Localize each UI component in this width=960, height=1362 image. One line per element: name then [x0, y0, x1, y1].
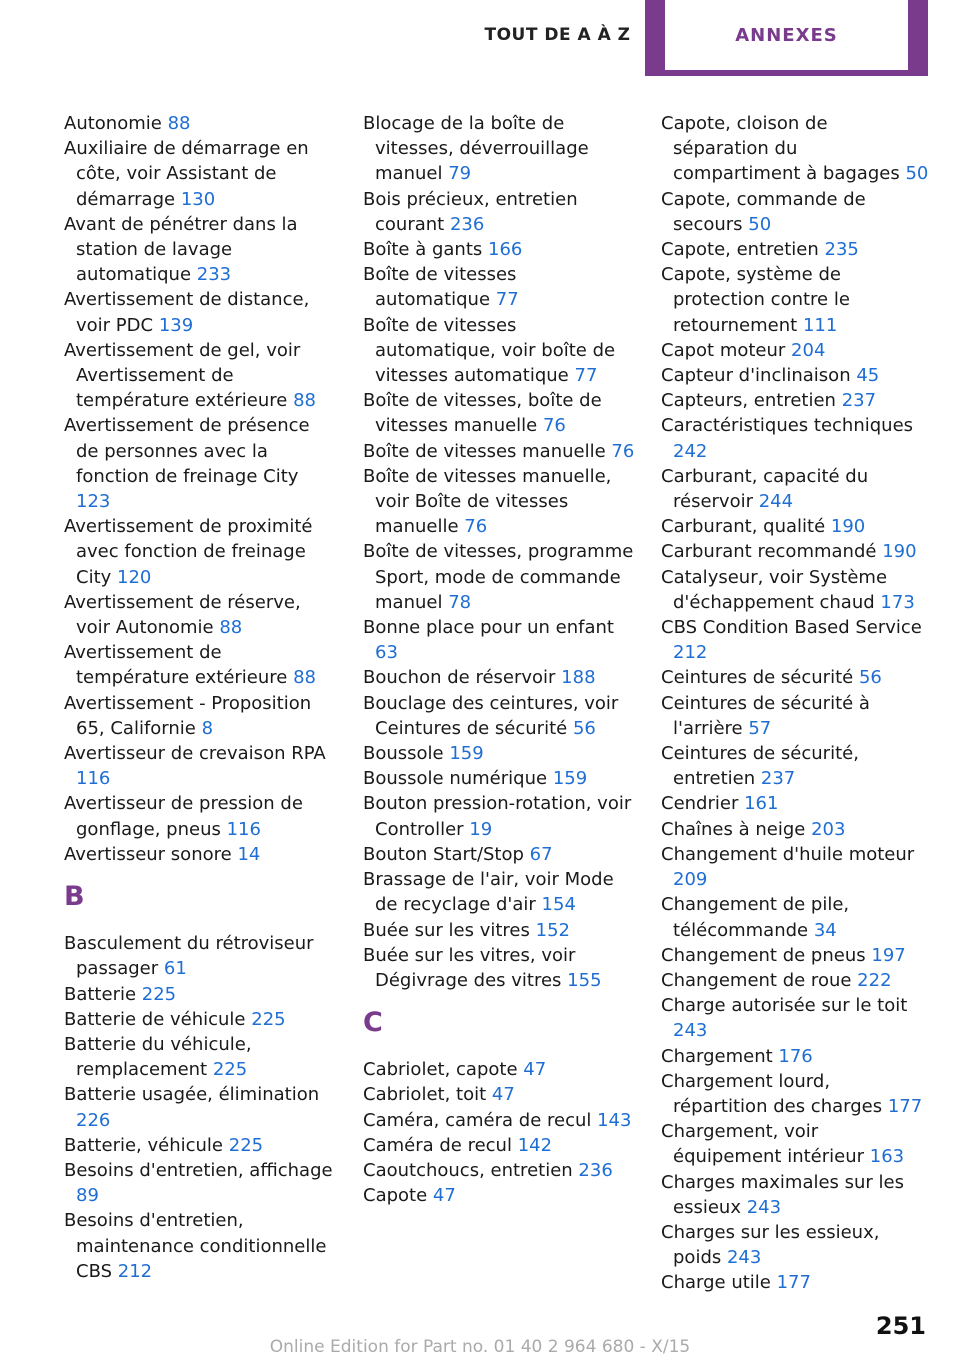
index-entry	[661, 464, 929, 514]
page-link[interactable]: 209	[673, 869, 708, 891]
page-link[interactable]: 88	[167, 113, 191, 134]
page-link[interactable]: 77	[574, 365, 598, 387]
index-entry-text: Caoutchoucs, entretien	[363, 1159, 573, 1181]
index-entry	[64, 741, 336, 791]
page-link[interactable]: 139	[158, 314, 194, 336]
index-entry-text: Boîte de vitesses, programme Sport, mode de commande manuel	[363, 541, 634, 613]
index-entry-text: Autonomie	[64, 113, 162, 134]
index-entry-text: Charges sur les essieux, poids	[661, 1221, 880, 1269]
page-link[interactable]: 50	[748, 213, 772, 235]
index-entry-text: Bouchon de réservoir	[363, 667, 556, 689]
index-entry	[363, 943, 635, 993]
index-entry-text: Capote, cloison de séparation du compartiment à bagages	[661, 113, 900, 185]
page-link[interactable]: 177	[887, 1095, 923, 1117]
index-entry	[64, 1133, 336, 1158]
index-entry-text: Capote	[363, 1185, 428, 1207]
page-link[interactable]: 212	[673, 642, 708, 664]
page-link[interactable]: 222	[857, 969, 892, 991]
index-column-3	[661, 111, 929, 1296]
index-entry	[363, 313, 635, 389]
page-link[interactable]: 8	[201, 717, 214, 739]
index-entry	[363, 1082, 635, 1107]
index-entry	[661, 943, 929, 968]
index-entry	[363, 439, 635, 464]
page-link[interactable]: 237	[841, 390, 877, 412]
index-entry	[661, 817, 929, 842]
page-link[interactable]: 244	[758, 491, 794, 513]
index-entry-text: Blocage de la boîte de vitesses, déverrouillage manuel	[363, 113, 589, 185]
index-entry	[661, 665, 929, 690]
index-entry	[363, 262, 635, 312]
page-link[interactable]: 56	[858, 667, 882, 689]
index-entry	[661, 1270, 929, 1295]
index-entry	[363, 918, 635, 943]
index-entry	[64, 1007, 336, 1032]
index-entry-text: Brassage de l'air, voir Mode de recyclage d'air	[363, 869, 614, 916]
page-link[interactable]: 143	[597, 1109, 632, 1131]
page-link[interactable]: 226	[76, 1109, 111, 1131]
index-entry-text: Avertissement de distance, voir PDC	[64, 289, 310, 336]
index-entry-text: Besoins d'entretien, maintenance conditionnelle CBS	[64, 1210, 327, 1282]
index-entry-text: Catalyseur, voir Système d'échappement chaud	[661, 566, 888, 613]
page-link[interactable]: 57	[748, 717, 772, 739]
index-entry	[661, 615, 929, 665]
index-entry-text: Caméra de recul	[363, 1134, 512, 1156]
index-entry	[64, 1032, 336, 1082]
index-entry	[64, 982, 336, 1007]
page-link[interactable]: 19	[469, 818, 493, 840]
index-column-1	[64, 111, 336, 1284]
page-link[interactable]: 154	[541, 894, 576, 916]
page-link[interactable]: 163	[869, 1146, 905, 1168]
page-link[interactable]: 56	[572, 717, 596, 739]
index-entry-text: Avertisseur de crevaison RPA	[64, 743, 326, 765]
page-link[interactable]: 190	[882, 541, 917, 563]
index-entry	[363, 1158, 635, 1183]
index-entry	[64, 212, 336, 288]
index-entry-text: Boussole	[363, 743, 444, 765]
index-entry	[363, 1057, 635, 1082]
index-entry	[363, 842, 635, 867]
index-letter-heading: C	[363, 1007, 383, 1039]
index-entry	[64, 338, 336, 414]
index-entry-text: Batterie du véhicule, remplacement	[64, 1033, 252, 1081]
index-entry-text: Boîte à gants	[363, 239, 483, 261]
index-entry-text: Boîte de vitesses manuelle, voir Boîte de vitesses manuelle	[363, 465, 612, 538]
page-link[interactable]: 242	[673, 440, 708, 462]
page-link[interactable]: 130	[180, 188, 216, 210]
index-entry	[64, 136, 336, 212]
page-link[interactable]: 173	[880, 591, 915, 613]
index-entry	[64, 1158, 336, 1208]
index-entry	[661, 691, 929, 741]
index-entry-text: Capteurs, entretien	[661, 390, 836, 412]
index-entry-text: Cabriolet, toit	[363, 1084, 487, 1106]
index-entry-text: Besoins d'entretien, affichage	[64, 1159, 333, 1181]
index-entry	[363, 665, 635, 690]
index-entry	[661, 842, 929, 892]
page-link[interactable]: 225	[141, 983, 177, 1005]
index-entry-text: Avertissement de réserve, voir Autonomie	[64, 591, 301, 639]
page-link[interactable]: 176	[778, 1045, 813, 1067]
index-entry-text: Auxiliaire de démarrage en côte, voir Assistant de démarrage	[64, 138, 309, 210]
page-link[interactable]: 61	[163, 958, 187, 980]
page-link[interactable]: 190	[830, 516, 866, 538]
index-entry	[64, 931, 336, 981]
index-entry	[363, 187, 635, 237]
index-entry-text: Bois précieux, entretien courant	[363, 188, 578, 235]
index-entry-text: Capote, entretien	[661, 239, 819, 261]
index-entry	[64, 590, 336, 640]
index-entry	[64, 791, 336, 841]
page-link[interactable]: 116	[226, 818, 261, 840]
index-entry-text: Changement de pneus	[661, 944, 866, 966]
index-entry-text: Batterie, véhicule	[64, 1134, 224, 1156]
page-link[interactable]: 243	[673, 1020, 708, 1042]
index-entry	[64, 1082, 336, 1132]
index-entry-text: Avertissement de température extérieure	[64, 642, 288, 689]
index-entry-text: Changement d'huile moteur	[661, 843, 915, 865]
page-link[interactable]: 76	[464, 516, 488, 538]
index-entry-text: Caractéristiques techniques	[661, 415, 914, 437]
index-entry	[64, 514, 336, 590]
index-entry-text: Avertisseur de pression de gonflage, pneus	[64, 793, 303, 840]
page-link[interactable]: 243	[746, 1196, 782, 1218]
index-entry	[661, 741, 929, 791]
index-entry-text: Bonne place pour un enfant	[363, 617, 614, 639]
page-link[interactable]: 161	[744, 793, 779, 815]
page-link[interactable]: 63	[375, 642, 398, 664]
index-column-2	[363, 111, 635, 1208]
index-entry-text: Capote, commande de secours	[661, 188, 866, 235]
page-link[interactable]: 235	[824, 239, 859, 261]
index-entry-text: Avertissement de gel, voir Avertissement de température extérieure	[64, 339, 301, 412]
index-entry	[661, 388, 929, 413]
index-entry	[661, 1170, 929, 1220]
index-entry-text: Changement de pile, télécommande	[661, 894, 850, 941]
index-entry-text: Boussole numérique	[363, 768, 548, 790]
page-number: 251	[875, 1312, 926, 1340]
page-link[interactable]: 116	[76, 768, 111, 790]
page-link[interactable]: 50	[905, 163, 929, 185]
index-entry	[64, 287, 336, 337]
index-entry-text: Boîte de vitesses automatique	[363, 264, 517, 311]
index-entry	[64, 111, 336, 136]
page-link[interactable]: 236	[578, 1159, 613, 1181]
page-link[interactable]: 88	[293, 667, 317, 689]
index-entry	[661, 1119, 929, 1169]
page-link[interactable]: 166	[488, 239, 523, 261]
index-entry-text: CBS Condition Based Service	[661, 617, 922, 639]
index-entry	[661, 111, 929, 187]
index-entry	[661, 237, 929, 262]
page-link[interactable]: 14	[237, 843, 261, 865]
index-entry-text: Capote, système de protection contre le retournement	[661, 264, 850, 336]
index-entry-text: Batterie de véhicule	[64, 1008, 246, 1030]
index-entry	[363, 1108, 635, 1133]
page-link[interactable]: 142	[517, 1134, 553, 1156]
index-entry-text: Ceintures de sécurité, entretien	[661, 743, 859, 790]
index-entry	[661, 1069, 929, 1119]
index-entry	[363, 741, 635, 766]
index-entry-text: Buée sur les vitres	[363, 919, 530, 941]
index-entry	[661, 338, 929, 363]
index-entry	[363, 766, 635, 791]
index-entry	[363, 1183, 635, 1208]
page-link[interactable]: 79	[448, 163, 472, 185]
page-link[interactable]: 88	[219, 617, 243, 639]
index-entry	[661, 1044, 929, 1069]
page-link[interactable]: 47	[432, 1185, 456, 1207]
index-entry	[661, 262, 929, 338]
index-entry-text: Chargement, voir équipement intérieur	[661, 1121, 865, 1168]
page-link[interactable]: 203	[811, 818, 846, 840]
index-entry-text: Cabriolet, capote	[363, 1059, 518, 1081]
index-entry-text: Avant de pénétrer dans la station de lavage automatique	[64, 213, 298, 286]
index-entry-text: Cendrier	[661, 793, 739, 815]
index-entry-text: Carburant recommandé	[661, 541, 877, 563]
page-link[interactable]: 177	[776, 1272, 811, 1294]
page-link[interactable]: 76	[611, 440, 635, 462]
page-link[interactable]: 76	[542, 415, 566, 437]
index-entry-text: Avertissement - Proposition 65, Californie	[64, 692, 312, 739]
index-entry-text: Bouton Start/Stop	[363, 843, 524, 865]
index-entry	[363, 237, 635, 262]
page-link[interactable]: 67	[529, 843, 553, 865]
page-link[interactable]: 123	[76, 491, 111, 513]
page-link[interactable]: 152	[535, 919, 570, 941]
page-link[interactable]: 45	[856, 365, 880, 387]
page-link[interactable]: 155	[567, 969, 602, 991]
section-header: TOUT DE A À Z	[484, 25, 631, 45]
index-entry-text: Charges maximales sur les essieux	[661, 1171, 905, 1218]
index-entry-text: Chargement lourd, répartition des charges	[661, 1070, 883, 1117]
index-entry-text: Charge utile	[661, 1272, 771, 1294]
index-entry-text: Boîte de vitesses, boîte de vitesses manuelle	[363, 390, 602, 437]
index-entry	[363, 464, 635, 540]
index-entry-text: Capteur d'inclinaison	[661, 365, 851, 387]
page-link[interactable]: 225	[251, 1008, 286, 1030]
page-link[interactable]: 225	[228, 1134, 264, 1156]
page-link[interactable]: 236	[449, 213, 485, 235]
index-entry-text: Chargement	[661, 1045, 773, 1067]
page-link[interactable]: 88	[293, 390, 317, 412]
index-entry-text: Ceintures de sécurité à l'arrière	[661, 692, 870, 739]
index-entry	[64, 640, 336, 690]
index-entry-text: Changement de roue	[661, 969, 852, 991]
page-link[interactable]: 197	[871, 944, 906, 966]
page-link[interactable]: 159	[552, 768, 588, 790]
page-link[interactable]: 47	[491, 1084, 515, 1106]
page-link[interactable]: 188	[561, 667, 596, 689]
index-entry	[661, 363, 929, 388]
page-link[interactable]: 212	[117, 1260, 153, 1282]
page-link[interactable]: 204	[791, 339, 826, 361]
index-entry	[661, 993, 929, 1043]
index-entry	[661, 539, 929, 564]
index-entry	[661, 565, 929, 615]
index-entry	[363, 867, 635, 917]
index-entry-text: Boîte de vitesses automatique, voir boîte de vitesses automatique	[363, 314, 616, 387]
index-entry-text: Basculement du rétroviseur passager	[64, 933, 314, 980]
page-link[interactable]: 34	[813, 919, 837, 941]
index-entry	[661, 791, 929, 816]
index-entry	[64, 842, 336, 867]
index-entry	[363, 388, 635, 438]
index-letter-heading: B	[64, 881, 85, 913]
index-entry-text: Boîte de vitesses manuelle	[363, 440, 606, 462]
page-link[interactable]: 89	[76, 1185, 99, 1207]
index-entry	[661, 1220, 929, 1270]
page-link[interactable]: 120	[117, 566, 152, 588]
index-entry	[363, 539, 635, 615]
index-entry-text: Avertissement de présence de personnes avec la fonction de freinage City	[64, 415, 310, 487]
index-entry	[661, 892, 929, 942]
index-entry	[64, 1208, 336, 1284]
index-entry	[661, 413, 929, 463]
page-link[interactable]: 78	[448, 591, 472, 613]
index-entry-text: Buée sur les vitres, voir Dégivrage des vitres	[363, 944, 576, 991]
page-link[interactable]: 243	[726, 1247, 762, 1269]
index-entry-text: Bouclage des ceintures, voir Ceintures de sécurité	[363, 692, 619, 739]
index-entry-text: Chaînes à neige	[661, 818, 806, 840]
index-entry-text: Carburant, qualité	[661, 516, 826, 538]
page-link[interactable]: 237	[760, 768, 796, 790]
index-entry-text: Batterie	[64, 983, 137, 1005]
index-entry-text: Avertissement de proximité avec fonction de freinage City	[64, 516, 313, 588]
page-link[interactable]: 159	[449, 743, 484, 765]
index-entry-text: Avertisseur sonore	[64, 843, 232, 865]
chapter-tab[interactable]	[645, 0, 928, 76]
index-entry-text: Capot moteur	[661, 339, 786, 361]
index-entry	[363, 1133, 635, 1158]
index-entry	[661, 968, 929, 993]
chapter-tab-label: ANNEXES	[665, 0, 908, 70]
index-entry	[64, 691, 336, 741]
page-link[interactable]: 77	[495, 289, 519, 311]
index-entry-text: Charge autorisée sur le toit	[661, 995, 908, 1017]
footer-edition: Online Edition for Part no. 01 40 2 964 680 - X/15	[269, 1337, 691, 1357]
index-entry-text: Ceintures de sécurité	[661, 667, 854, 689]
index-entry	[661, 514, 929, 539]
index-entry	[363, 111, 635, 187]
index-entry-text: Bouton pression-rotation, voir Controller	[363, 793, 632, 840]
index-entry	[363, 615, 635, 665]
index-entry	[64, 413, 336, 514]
index-entry	[363, 691, 635, 741]
page-link[interactable]: 225	[212, 1059, 248, 1081]
index-entry	[363, 791, 635, 841]
index-entry	[661, 187, 929, 237]
page-link[interactable]: 111	[802, 314, 838, 336]
index-entry-text: Caméra, caméra de recul	[363, 1109, 592, 1131]
index-entry-text: Carburant, capacité du réservoir	[661, 465, 869, 513]
page-link[interactable]: 47	[523, 1059, 547, 1081]
index-entry-text: Batterie usagée, élimination	[64, 1084, 320, 1106]
page-link[interactable]: 233	[196, 264, 232, 286]
